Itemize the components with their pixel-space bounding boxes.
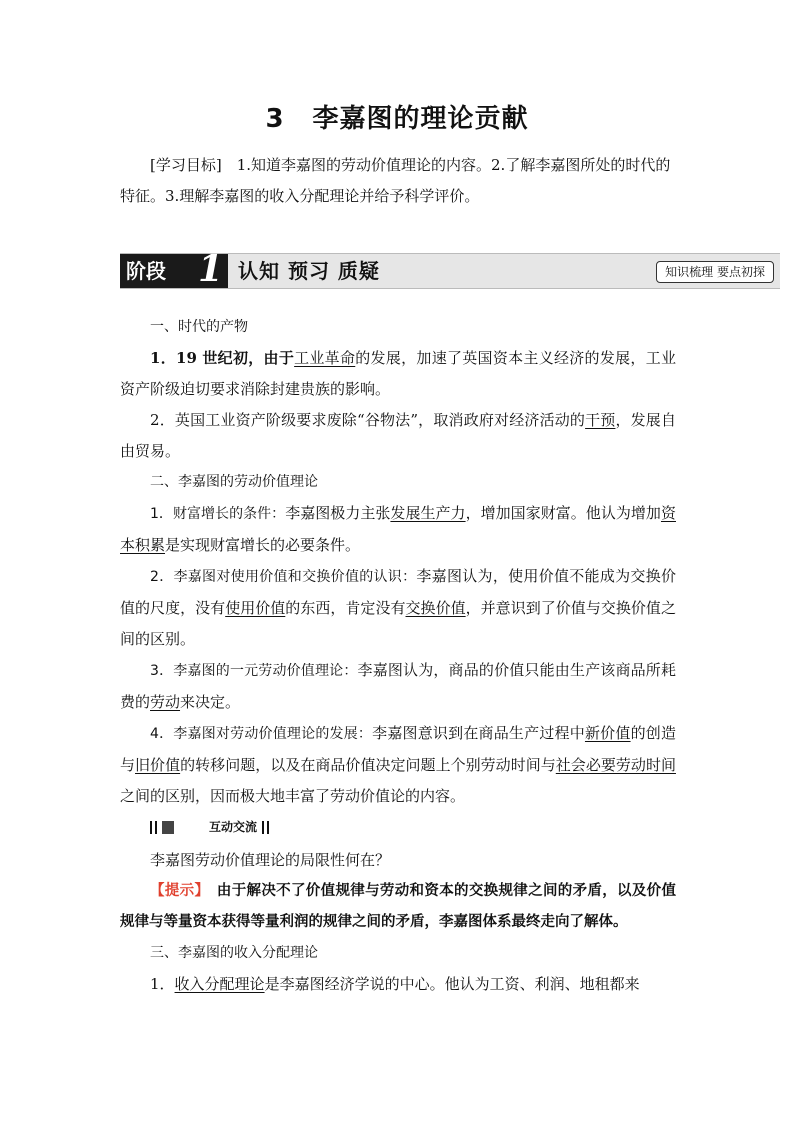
lesson-title xyxy=(0,98,794,135)
lesson-title-text: 李嘉图的理论贡献 xyxy=(312,104,529,134)
interact-label-box xyxy=(150,812,270,843)
blank-answer: 收入分配理论 xyxy=(174,975,265,993)
stage-title: 认知 预习 质疑 xyxy=(238,259,380,283)
paragraph-2-3: 3．李嘉图的一元劳动价值理论：李嘉图认为，商品的价值只能由生产该商品所耗费的劳动来决定。 xyxy=(120,661,676,711)
content-body xyxy=(120,312,676,1000)
section-heading-3: 三、李嘉图的收入分配理论 xyxy=(150,945,318,961)
section-heading-1: 一、时代的产物 xyxy=(150,319,248,335)
blank-answer: 劳动 xyxy=(150,693,181,711)
blank-answer: 旧价值 xyxy=(135,756,181,774)
stage-number: 1 xyxy=(198,248,224,290)
blank-answer: 新价值 xyxy=(584,724,631,742)
paragraph-2-4: 4．李嘉图对劳动价值理论的发展：李嘉图意识到在商品生产过程中新价值的创造与旧价值的转移问题，以及在商品价值决定问题上个别劳动时间与社会必要劳动时间之间的区别，因而极大地丰富了劳动价值论的内容。 xyxy=(120,724,676,805)
blank-answer: 资本积累 xyxy=(120,504,676,554)
paragraph-2-2: 2．李嘉图对使用价值和交换价值的认识：李嘉图认为，使用价值不能成为交换价值的尺度，没有使用价值的东西，肯定没有交换价值，并意识到了价值与交换价值之间的区别。 xyxy=(120,567,676,648)
blank-answer: 使用价值 xyxy=(225,599,286,617)
paragraph-1-1: 1．19 世纪初，由于工业革命的发展，加速了英国资本主义经济的发展，工业资产阶级迫切要求消除封建贵族的影响。 xyxy=(120,349,676,398)
tip-label: 【提示】 xyxy=(150,883,203,899)
blank-answer: 工业革命 xyxy=(294,349,356,367)
tip-text: 由于解决不了价值规律与劳动和资本的交换规律之间的矛盾，以及价值规律与等量资本获得等量利润的规律之间的矛盾，李嘉图体系最终走向了解体。 xyxy=(120,883,677,930)
section-heading-2: 二、李嘉图的劳动价值理论 xyxy=(150,474,318,490)
bar-icon xyxy=(155,821,157,834)
bar-icon xyxy=(262,821,264,834)
paragraph-3-1: 1．收入分配理论是李嘉图经济学说的中心。他认为工资、利润、地租都来 xyxy=(150,975,640,993)
interact-header xyxy=(120,812,676,845)
lesson-number: 3 xyxy=(265,104,285,134)
blank-answer: 交换价值 xyxy=(405,599,466,617)
stage-banner xyxy=(120,248,780,290)
stage-tag: 知识梳理 要点初探 xyxy=(656,261,774,283)
stage-label: 阶段 xyxy=(120,254,228,288)
paragraph-1-2: 2．英国工业资产阶级要求废除“谷物法”，取消政府对经济活动的干预，发展自由贸易。 xyxy=(120,411,676,460)
blank-answer: 干预 xyxy=(585,411,616,429)
learning-objectives: [学习目标] 1.知道李嘉图的劳动价值理论的内容。2.了解李嘉图所处的时代的特征。3.理解李嘉图的收入分配理论并给予科学评价。 xyxy=(120,156,671,205)
interact-label: 互动交流 xyxy=(209,820,258,834)
bar-icon xyxy=(150,821,152,834)
blank-answer: 社会必要劳动时间 xyxy=(555,756,676,774)
question-icon: ? xyxy=(162,821,174,834)
interact-tip xyxy=(120,876,676,938)
blank-answer: 发展生产力 xyxy=(390,504,466,522)
interact-question: 李嘉图劳动价值理论的局限性何在？ xyxy=(150,851,391,869)
paragraph-2-1: 1．财富增长的条件：李嘉图极力主张发展生产力，增加国家财富。他认为增加资本积累是实现财富增长的必要条件。 xyxy=(120,504,676,554)
bar-icon xyxy=(267,821,269,834)
